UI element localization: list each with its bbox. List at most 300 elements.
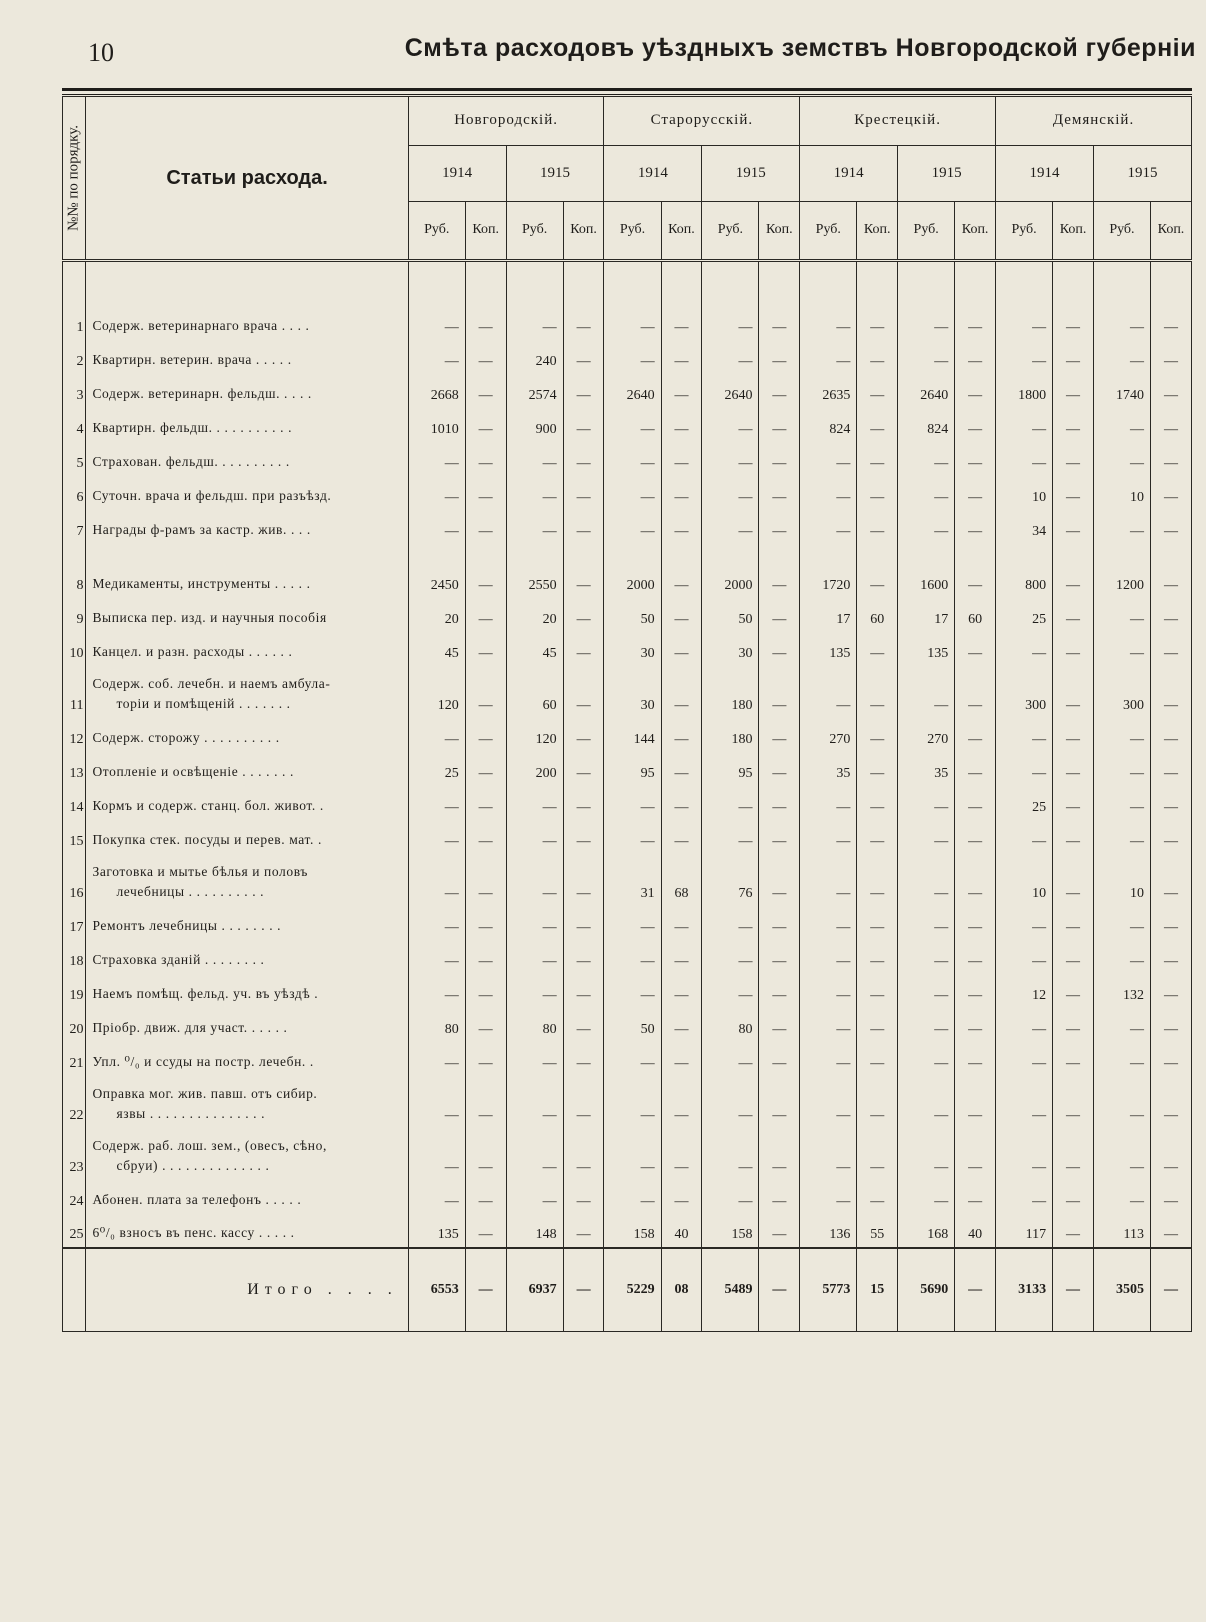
row-number: 16: [63, 854, 86, 906]
cell-rub: 120: [506, 718, 563, 752]
cell-rub: —: [996, 1128, 1053, 1180]
cell-kop: —: [759, 1180, 800, 1214]
cell-kop: —: [1151, 1042, 1192, 1076]
cell-rub: —: [506, 854, 563, 906]
row-number: 4: [63, 408, 86, 442]
cell-kop: —: [661, 718, 702, 752]
cell-rub: —: [996, 632, 1053, 666]
cell-rub: —: [996, 1042, 1053, 1076]
table-row: [63, 666, 1192, 718]
cell-rub: —: [506, 476, 563, 510]
cell-kop: —: [465, 442, 506, 476]
table-row: [63, 1128, 1192, 1180]
cell-kop: —: [465, 752, 506, 786]
cell-rub: 10: [1093, 476, 1150, 510]
cell-kop: —: [955, 306, 996, 340]
cell-rub: 95: [604, 752, 661, 786]
cell-kop: —: [661, 666, 702, 718]
cell-rub: 10: [996, 854, 1053, 906]
row-article: [86, 408, 408, 442]
cell-kop: —: [759, 854, 800, 906]
cell-kop: —: [1053, 1076, 1094, 1128]
cell-rub: 25: [996, 598, 1053, 632]
total-cell-rub: 3133: [996, 1248, 1053, 1332]
row-number: 15: [63, 820, 86, 854]
total-label: Итого . . . .: [86, 1248, 408, 1332]
cell-rub: —: [604, 906, 661, 940]
article-line: Наемъ помѣщ. фельд. уч. въ уѣздѣ .: [92, 986, 319, 1001]
cell-rub: —: [1093, 940, 1150, 974]
cell-rub: 2640: [604, 374, 661, 408]
cell-rub: —: [1093, 1128, 1150, 1180]
table-row: [63, 974, 1192, 1008]
cell-rub: 45: [506, 632, 563, 666]
cell-rub: —: [408, 820, 465, 854]
cell-rub: 136: [800, 1214, 857, 1248]
unit-header-kop: Коп.: [1053, 201, 1094, 260]
cell-rub: —: [898, 854, 955, 906]
cell-kop: —: [1151, 1128, 1192, 1180]
cell-rub: —: [506, 306, 563, 340]
spacer-cell: [465, 261, 506, 307]
spacer-cell: [800, 261, 857, 307]
cell-kop: —: [759, 1076, 800, 1128]
unit-header-rub: Руб.: [702, 201, 759, 260]
cell-kop: —: [563, 306, 604, 340]
article-line: язвы . . . . . . . . . . . . . . .: [116, 1106, 266, 1121]
row-article: [86, 940, 408, 974]
cell-rub: —: [898, 906, 955, 940]
cell-kop: —: [1053, 632, 1094, 666]
cell-kop: —: [759, 1128, 800, 1180]
column-header-article: Статьи расхода.: [86, 97, 408, 261]
district-header-staraya-russa: Старорусскій.: [604, 97, 800, 146]
column-header-number: [63, 97, 86, 261]
cell-kop: —: [857, 306, 898, 340]
cell-rub: —: [800, 1042, 857, 1076]
unit-header-rub: Руб.: [800, 201, 857, 260]
table-row: [63, 940, 1192, 974]
cell-rub: 80: [506, 1008, 563, 1042]
cell-rub: 1010: [408, 408, 465, 442]
spacer-cell: [996, 261, 1053, 307]
spacer-cell: [408, 261, 465, 307]
cell-rub: —: [1093, 906, 1150, 940]
cell-rub: 50: [702, 598, 759, 632]
cell-rub: —: [996, 718, 1053, 752]
cell-rub: 2000: [702, 544, 759, 598]
cell-rub: 270: [800, 718, 857, 752]
cell-kop: —: [1151, 854, 1192, 906]
cell-rub: —: [604, 1180, 661, 1214]
spacer-cell: [1093, 261, 1150, 307]
cell-kop: —: [465, 906, 506, 940]
cell-rub: —: [898, 306, 955, 340]
cell-rub: —: [800, 820, 857, 854]
cell-rub: 113: [1093, 1214, 1150, 1248]
cell-rub: —: [506, 1042, 563, 1076]
cell-rub: —: [1093, 340, 1150, 374]
cell-kop: —: [465, 476, 506, 510]
cell-kop: —: [1151, 408, 1192, 442]
cell-rub: —: [1093, 786, 1150, 820]
cell-rub: 30: [604, 632, 661, 666]
cell-kop: —: [955, 854, 996, 906]
spacer-cell: [759, 261, 800, 307]
article-line: Пріобр. движ. для участ. . . . . .: [92, 1020, 288, 1035]
cell-rub: 180: [702, 666, 759, 718]
row-article: [86, 1008, 408, 1042]
total-cell-rub: 3505: [1093, 1248, 1150, 1332]
article-line: Ремонтъ лечебницы . . . . . . . .: [92, 918, 282, 933]
cell-rub: —: [1093, 752, 1150, 786]
cell-kop: —: [759, 974, 800, 1008]
cell-kop: 40: [661, 1214, 702, 1248]
row-number: 7: [63, 510, 86, 544]
unit-header-rub: Руб.: [898, 201, 955, 260]
cell-rub: 135: [898, 632, 955, 666]
cell-rub: —: [1093, 1076, 1150, 1128]
cell-rub: —: [898, 1128, 955, 1180]
cell-kop: —: [857, 1076, 898, 1128]
unit-header-kop: Коп.: [465, 201, 506, 260]
cell-rub: —: [800, 786, 857, 820]
cell-kop: —: [759, 340, 800, 374]
unit-header-rub: Руб.: [1093, 201, 1150, 260]
cell-kop: —: [955, 940, 996, 974]
row-article: [86, 666, 408, 718]
table-row: [63, 1214, 1192, 1248]
cell-rub: —: [898, 974, 955, 1008]
cell-rub: 17: [800, 598, 857, 632]
cell-kop: —: [465, 598, 506, 632]
cell-rub: —: [702, 1042, 759, 1076]
cell-kop: —: [857, 632, 898, 666]
cell-rub: —: [408, 1180, 465, 1214]
cell-kop: —: [661, 598, 702, 632]
cell-rub: —: [604, 408, 661, 442]
cell-rub: 240: [506, 340, 563, 374]
cell-kop: —: [465, 408, 506, 442]
cell-rub: 144: [604, 718, 661, 752]
row-number: 13: [63, 752, 86, 786]
cell-kop: —: [1053, 1128, 1094, 1180]
article-line: Оправка мог. жив. павш. отъ сибир.: [92, 1086, 318, 1101]
cell-rub: 80: [702, 1008, 759, 1042]
cell-rub: —: [898, 476, 955, 510]
row-number: 10: [63, 632, 86, 666]
cell-rub: —: [408, 718, 465, 752]
cell-rub: 17: [898, 598, 955, 632]
top-rule-thin: [62, 94, 1192, 95]
cell-kop: —: [857, 718, 898, 752]
cell-kop: —: [1053, 820, 1094, 854]
cell-kop: —: [955, 752, 996, 786]
cell-kop: —: [1151, 1214, 1192, 1248]
year-header: 1914: [996, 145, 1094, 201]
cell-kop: —: [857, 820, 898, 854]
cell-rub: —: [800, 1180, 857, 1214]
cell-kop: —: [759, 1008, 800, 1042]
cell-kop: —: [661, 820, 702, 854]
cell-kop: —: [857, 1008, 898, 1042]
cell-kop: —: [563, 598, 604, 632]
cell-kop: —: [955, 786, 996, 820]
cell-rub: —: [702, 820, 759, 854]
cell-kop: —: [1151, 544, 1192, 598]
cell-kop: —: [955, 340, 996, 374]
total-cell-rub: 5773: [800, 1248, 857, 1332]
cell-kop: —: [759, 442, 800, 476]
cell-kop: —: [1053, 666, 1094, 718]
cell-rub: —: [898, 940, 955, 974]
total-cell-kop: —: [1151, 1248, 1192, 1332]
article-line: Отопленіе и освѣщеніе . . . . . . .: [92, 764, 294, 779]
unit-header-rub: Руб.: [506, 201, 563, 260]
cell-rub: —: [1093, 1008, 1150, 1042]
cell-rub: —: [898, 442, 955, 476]
cell-kop: —: [465, 1042, 506, 1076]
total-cell-rub: 5690: [898, 1248, 955, 1332]
total-cell-kop: 08: [661, 1248, 702, 1332]
cell-kop: —: [563, 1128, 604, 1180]
cell-rub: —: [898, 1042, 955, 1076]
cell-kop: —: [465, 1128, 506, 1180]
cell-kop: —: [1053, 752, 1094, 786]
cell-kop: —: [661, 1042, 702, 1076]
article-line: Выписка пер. изд. и научныя пособія: [92, 610, 327, 625]
article-line: Страховка зданій . . . . . . . .: [92, 952, 265, 967]
cell-rub: —: [800, 510, 857, 544]
total-cell-rub: 5489: [702, 1248, 759, 1332]
cell-kop: 60: [955, 598, 996, 632]
cell-rub: 1720: [800, 544, 857, 598]
article-line: торіи и помѣщеній . . . . . . .: [116, 696, 291, 711]
unit-header-kop: Коп.: [759, 201, 800, 260]
cell-rub: —: [702, 510, 759, 544]
cell-kop: —: [465, 510, 506, 544]
cell-rub: —: [1093, 820, 1150, 854]
article-line: Награды ф-рамъ за кастр. жив. . . .: [92, 522, 311, 537]
year-header: 1914: [604, 145, 702, 201]
cell-kop: —: [759, 786, 800, 820]
spacer-cell: [955, 261, 996, 307]
cell-kop: —: [1053, 374, 1094, 408]
cell-kop: —: [1151, 1008, 1192, 1042]
table-row: [63, 1076, 1192, 1128]
table-row: [63, 510, 1192, 544]
cell-kop: —: [955, 974, 996, 1008]
cell-rub: —: [506, 820, 563, 854]
cell-kop: —: [661, 476, 702, 510]
row-number: 12: [63, 718, 86, 752]
cell-kop: —: [955, 408, 996, 442]
cell-rub: —: [996, 1180, 1053, 1214]
cell-rub: —: [1093, 510, 1150, 544]
row-number: 24: [63, 1180, 86, 1214]
cell-rub: —: [702, 442, 759, 476]
cell-kop: —: [857, 510, 898, 544]
district-header-novgorod: Новгородскій.: [408, 97, 604, 146]
cell-rub: 20: [506, 598, 563, 632]
cell-rub: —: [604, 476, 661, 510]
cell-kop: —: [465, 340, 506, 374]
spacer-cell: [661, 261, 702, 307]
row-number: 9: [63, 598, 86, 632]
cell-kop: —: [661, 510, 702, 544]
article-line: Медикаменты, инструменты . . . . .: [92, 576, 311, 591]
year-header: 1915: [506, 145, 604, 201]
cell-kop: —: [955, 374, 996, 408]
cell-kop: —: [857, 854, 898, 906]
spacer-cell: [563, 261, 604, 307]
cell-kop: —: [759, 374, 800, 408]
unit-header-kop: Коп.: [857, 201, 898, 260]
spacer-cell: [1053, 261, 1094, 307]
cell-rub: —: [800, 340, 857, 374]
row-article: [86, 1180, 408, 1214]
article-line: Упл. ⁰/₀ и ссуды на постр. лечебн. .: [92, 1054, 314, 1069]
unit-header-rub: Руб.: [996, 201, 1053, 260]
article-line: Канцел. и разн. расходы . . . . . .: [92, 644, 293, 659]
cell-kop: —: [857, 544, 898, 598]
cell-kop: —: [1053, 1042, 1094, 1076]
cell-kop: —: [563, 820, 604, 854]
cell-kop: —: [1151, 476, 1192, 510]
cell-rub: —: [604, 940, 661, 974]
row-number: 11: [63, 666, 86, 718]
cell-rub: —: [800, 1128, 857, 1180]
cell-rub: —: [702, 1180, 759, 1214]
row-article: [86, 598, 408, 632]
row-number: 21: [63, 1042, 86, 1076]
cell-kop: —: [563, 752, 604, 786]
cell-kop: —: [1053, 544, 1094, 598]
cell-kop: —: [1151, 1076, 1192, 1128]
cell-rub: —: [506, 1128, 563, 1180]
cell-kop: —: [1053, 1008, 1094, 1042]
table-row: [63, 408, 1192, 442]
cell-kop: —: [1151, 510, 1192, 544]
article-line: Покупка стек. посуды и перев. мат. .: [92, 832, 322, 847]
cell-rub: 25: [408, 752, 465, 786]
cell-rub: 824: [898, 408, 955, 442]
cell-rub: —: [408, 854, 465, 906]
cell-kop: —: [661, 906, 702, 940]
cell-rub: —: [604, 1042, 661, 1076]
cell-kop: —: [563, 940, 604, 974]
cell-kop: —: [955, 666, 996, 718]
row-number: 1: [63, 306, 86, 340]
article-line: Содерж. раб. лош. зем., (овесъ, сѣно,: [92, 1138, 327, 1153]
cell-kop: —: [1053, 306, 1094, 340]
row-article: [86, 442, 408, 476]
cell-rub: 30: [702, 632, 759, 666]
cell-kop: —: [1053, 1214, 1094, 1248]
cell-rub: —: [408, 442, 465, 476]
cell-kop: —: [1151, 340, 1192, 374]
cell-rub: 148: [506, 1214, 563, 1248]
cell-rub: 117: [996, 1214, 1053, 1248]
cell-rub: —: [506, 1076, 563, 1128]
table-row: [63, 854, 1192, 906]
cell-rub: 900: [506, 408, 563, 442]
row-number: 19: [63, 974, 86, 1008]
cell-kop: —: [955, 718, 996, 752]
unit-header-kop: Коп.: [661, 201, 702, 260]
cell-kop: —: [1151, 632, 1192, 666]
cell-rub: —: [702, 786, 759, 820]
cell-kop: —: [661, 1008, 702, 1042]
row-article: [86, 544, 408, 598]
cell-kop: —: [1151, 374, 1192, 408]
cell-kop: 60: [857, 598, 898, 632]
cell-kop: —: [759, 718, 800, 752]
table-row: [63, 718, 1192, 752]
expense-table: [62, 96, 1192, 1332]
row-number: 22: [63, 1076, 86, 1128]
cell-rub: 20: [408, 598, 465, 632]
cell-kop: —: [857, 442, 898, 476]
running-title: Смѣта расходовъ уѣздныхъ земствъ Новгородской губерніи: [404, 34, 1196, 62]
cell-rub: 300: [996, 666, 1053, 718]
article-line: Квартирн. фельдш. . . . . . . . . . .: [92, 420, 293, 435]
cell-kop: —: [759, 510, 800, 544]
cell-rub: —: [898, 340, 955, 374]
article-line: Квартирн. ветерин. врача . . . . .: [92, 352, 292, 367]
total-cell-kop: 15: [857, 1248, 898, 1332]
table-row: [63, 786, 1192, 820]
cell-kop: 55: [857, 1214, 898, 1248]
cell-rub: —: [800, 974, 857, 1008]
cell-rub: —: [898, 1180, 955, 1214]
cell-rub: —: [1093, 1042, 1150, 1076]
cell-rub: —: [506, 974, 563, 1008]
cell-rub: 2450: [408, 544, 465, 598]
cell-kop: —: [661, 340, 702, 374]
cell-rub: —: [506, 786, 563, 820]
cell-kop: —: [857, 1128, 898, 1180]
cell-rub: 2668: [408, 374, 465, 408]
cell-kop: —: [563, 1008, 604, 1042]
table-row: [63, 544, 1192, 598]
cell-rub: 50: [604, 598, 661, 632]
cell-rub: 1600: [898, 544, 955, 598]
table-row: [63, 374, 1192, 408]
cell-rub: —: [408, 510, 465, 544]
cell-kop: —: [857, 408, 898, 442]
cell-rub: —: [702, 1128, 759, 1180]
cell-kop: —: [955, 544, 996, 598]
cell-rub: 10: [1093, 854, 1150, 906]
row-number: 17: [63, 906, 86, 940]
cell-rub: —: [996, 820, 1053, 854]
article-line: Содерж. соб. лечебн. и наемъ амбула-: [92, 676, 331, 691]
cell-kop: —: [563, 1042, 604, 1076]
cell-kop: —: [661, 442, 702, 476]
cell-rub: —: [408, 940, 465, 974]
cell-rub: —: [1093, 598, 1150, 632]
cell-rub: —: [702, 940, 759, 974]
cell-rub: —: [800, 666, 857, 718]
article-line: сбруи) . . . . . . . . . . . . . .: [116, 1158, 270, 1173]
cell-rub: —: [506, 442, 563, 476]
row-article: [86, 718, 408, 752]
cell-rub: —: [408, 786, 465, 820]
cell-rub: —: [702, 1076, 759, 1128]
cell-kop: —: [857, 1180, 898, 1214]
cell-kop: —: [1151, 940, 1192, 974]
